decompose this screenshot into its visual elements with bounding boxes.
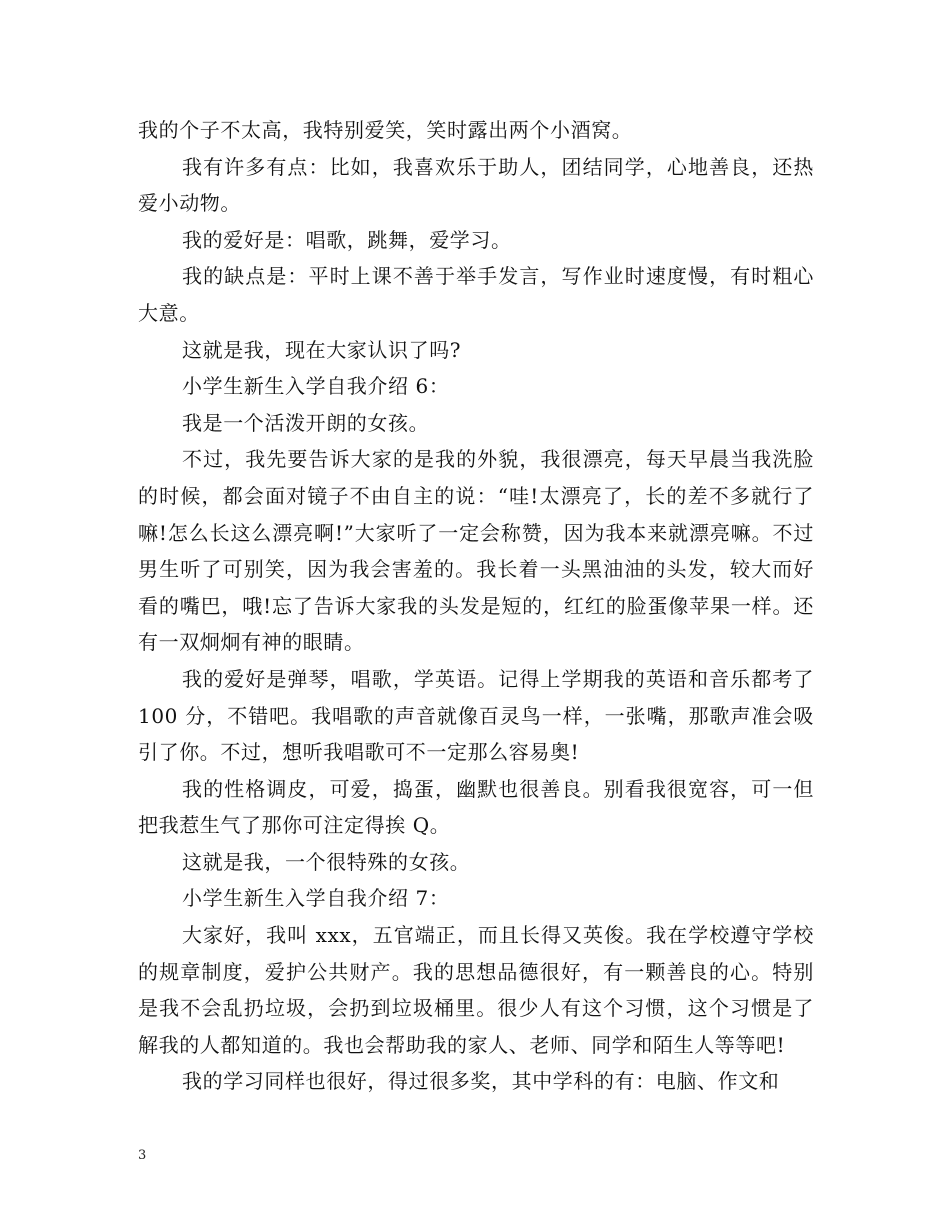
section-heading: 小学生新生入学自我介绍 6： xyxy=(182,374,450,399)
paragraph: 这就是我，现在大家认识了吗? xyxy=(182,337,462,362)
document-body xyxy=(138,112,814,1100)
paragraph: 我的学习同样也很好，得过很多奖，其中学科的有：电脑、作文和 xyxy=(182,1069,780,1094)
paragraph: 不过，我先要告诉大家的是我的外貌，我很漂亮，每天早晨当我洗脸的时候，都会面对镜子不由自主的说：“哇!太漂亮了，长的差不多就行了嘛!怎么长这么漂亮啊!”大家听了一定会称赞，因为我本来就漂亮嘛。不过男生听了可别笑，因为我会害羞的。我长着一头黑油油的头发，较大而好看的嘴巴，哦!忘了告诉大家我的头发是短的，红红的脸蛋像苹果一样。还有一双炯炯有神的眼睛。 xyxy=(138,447,814,655)
page-number: 3 xyxy=(138,1148,147,1163)
paragraph: 我的爱好是：唱歌，跳舞，爱学习。 xyxy=(182,227,512,252)
section-heading: 小学生新生入学自我介绍 7： xyxy=(182,886,450,911)
paragraph: 这就是我，一个很特殊的女孩。 xyxy=(182,849,471,874)
paragraph: 我的爱好是弹琴，唱歌，学英语。记得上学期我的英语和音乐都考了 100 分，不错吧。我唱歌的声音就像百灵鸟一样，一张嘴，那歌声准会吸引了你。不过，想听我唱歌可不一定那么容易奥! xyxy=(138,666,814,765)
paragraph: 我的个子不太高，我特别爱笑，笑时露出两个小酒窝。 xyxy=(138,118,633,142)
paragraph: 我的缺点是：平时上课不善于举手发言，写作业时速度慢，有时粗心大意。 xyxy=(138,264,814,325)
paragraph: 大家好，我叫 xxx，五官端正，而且长得又英俊。我在学校遵守学校的规章制度，爱护公共财产。我的思想品德很好，有一颗善良的心。特别是我不会乱扔垃圾，会扔到垃圾桶里。很少人有这个习惯，这个习惯是了解我的人都知道的。我也会帮助我的家人、老师、同学和陌生人等等吧! xyxy=(138,923,814,1057)
paragraph: 我是一个活泼开朗的女孩。 xyxy=(182,410,430,435)
paragraph: 我的性格调皮，可爱，捣蛋，幽默也很善良。别看我很宽容，可一但把我惹生气了那你可注定得挨 Q。 xyxy=(138,776,814,838)
paragraph: 我有许多有点：比如，我喜欢乐于助人，团结同学，心地善良，还热爱小动物。 xyxy=(138,154,814,216)
